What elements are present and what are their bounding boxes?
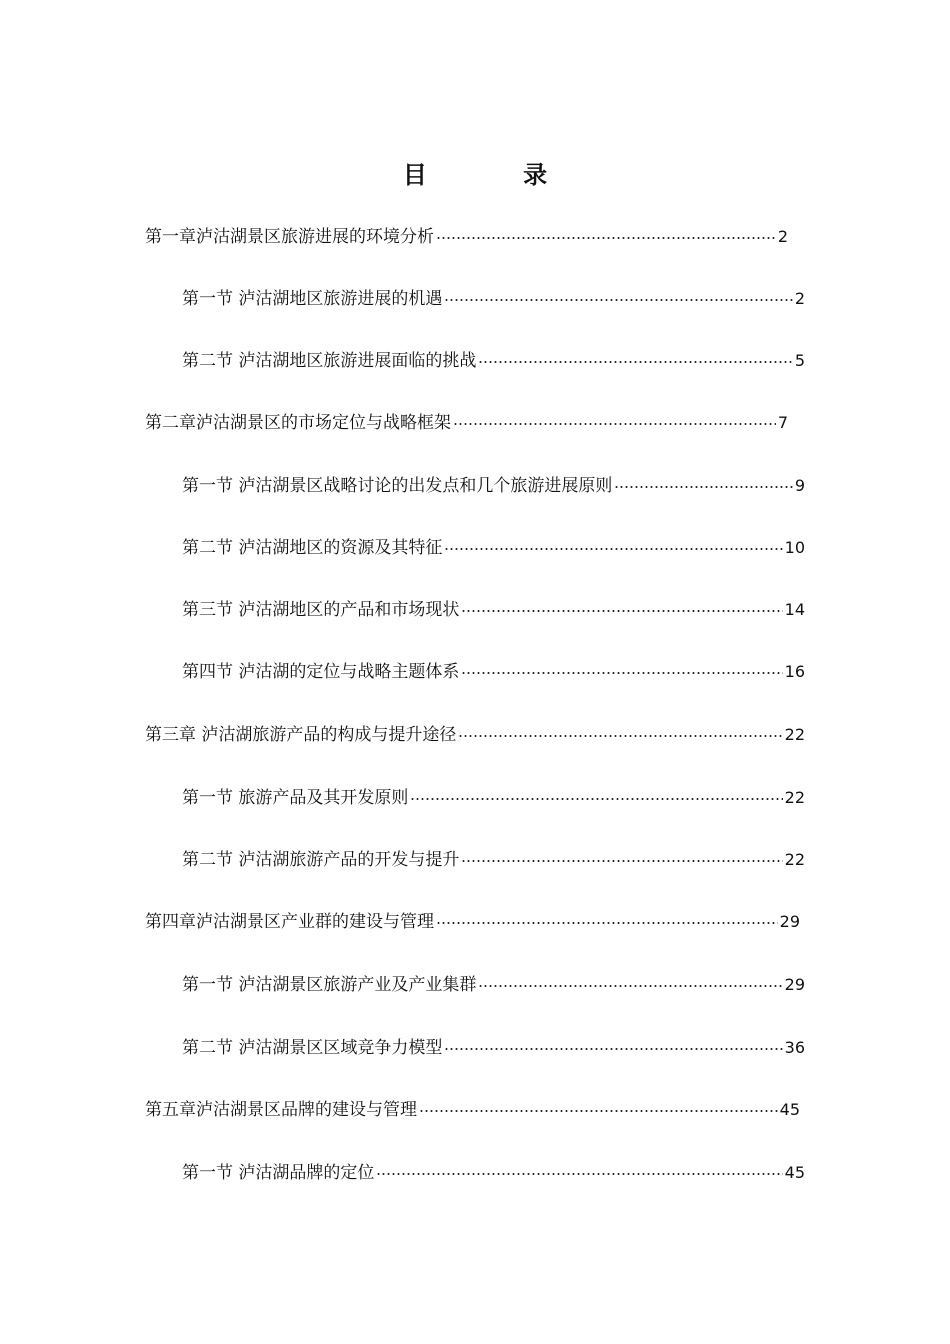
toc-entry-label: 第一节 泸沽湖地区旅游进展的机遇 — [182, 289, 443, 309]
dot-leader — [478, 358, 792, 366]
toc-entry-page: 29 — [784, 975, 805, 994]
dot-leader — [478, 982, 782, 990]
toc-entry-chapter-1[interactable] — [145, 224, 788, 250]
toc-entry-page: 10 — [784, 538, 805, 557]
toc-entry-page: 9 — [794, 476, 805, 495]
toc-entry-label: 第一节 旅游产品及其开发原则 — [182, 788, 409, 808]
dot-leader — [444, 1045, 782, 1053]
toc-entry-page: 45 — [784, 1163, 805, 1182]
toc-entry-label: 第二节 泸沽湖景区区域竞争力模型 — [182, 1038, 443, 1058]
toc-entry-chapter-5[interactable] — [145, 1097, 800, 1123]
dot-leader — [461, 607, 782, 615]
toc-entry-label: 第二节 泸沽湖地区的资源及其特征 — [182, 538, 443, 558]
toc-entry-page: 22 — [784, 788, 805, 807]
toc-entry-label: 第五章泸沽湖景区品牌的建设与管理 — [145, 1100, 417, 1120]
toc-entry-label: 第二节 泸沽湖旅游产品的开发与提升 — [182, 850, 460, 870]
toc-entry-label: 第一节 泸沽湖品牌的定位 — [182, 1163, 375, 1183]
dot-leader — [453, 420, 776, 428]
toc-entry-page: 5 — [794, 351, 805, 370]
toc-entry-page: 2 — [777, 227, 788, 246]
toc-entry-section-2-4[interactable] — [182, 659, 805, 685]
toc-entry-section-2-1[interactable] — [182, 473, 805, 499]
toc-entry-section-1-1[interactable] — [182, 286, 805, 312]
toc-entry-section-2-2[interactable] — [182, 535, 805, 561]
toc-entry-label: 第一节 泸沽湖景区战略讨论的出发点和几个旅游进展原则 — [182, 476, 613, 496]
toc-entry-page: 29 — [779, 912, 800, 931]
toc-entry-label: 第二节 泸沽湖地区旅游进展面临的挑战 — [182, 351, 477, 371]
dot-leader — [461, 857, 782, 865]
dot-leader — [444, 296, 792, 304]
toc-entry-label: 第三节 泸沽湖地区的产品和市场现状 — [182, 600, 460, 620]
toc-entry-page: 22 — [784, 850, 805, 869]
toc-title: 目 录 — [402, 160, 592, 189]
toc-entry-page: 14 — [784, 600, 805, 619]
dot-leader — [614, 483, 792, 491]
toc-entry-chapter-3[interactable] — [145, 722, 805, 748]
toc-entry-section-5-1[interactable] — [182, 1160, 805, 1186]
toc-entry-section-3-1[interactable] — [182, 785, 805, 811]
toc-entry-label: 第一章泸沽湖景区旅游进展的环境分析 — [145, 227, 434, 247]
toc-entry-chapter-4[interactable] — [145, 909, 800, 935]
toc-entry-section-2-3[interactable] — [182, 597, 805, 623]
dot-leader — [436, 919, 778, 927]
toc-entry-page: 22 — [784, 725, 805, 744]
toc-entry-section-4-2[interactable] — [182, 1035, 805, 1061]
toc-entry-label: 第一节 泸沽湖景区旅游产业及产业集群 — [182, 975, 477, 995]
dot-leader — [376, 1170, 782, 1178]
dot-leader — [419, 1107, 778, 1115]
toc-entry-page: 2 — [794, 289, 805, 308]
dot-leader — [458, 732, 782, 740]
toc-entry-chapter-2[interactable] — [145, 410, 788, 436]
toc-entry-label: 第二章泸沽湖景区的市场定位与战略框架 — [145, 413, 451, 433]
dot-leader — [410, 795, 782, 803]
toc-entry-label: 第四章泸沽湖景区产业群的建设与管理 — [145, 912, 434, 932]
dot-leader — [461, 669, 782, 677]
toc-entry-label: 第四节 泸沽湖的定位与战略主题体系 — [182, 662, 460, 682]
dot-leader — [436, 234, 776, 242]
toc-entry-label: 第三章 泸沽湖旅游产品的构成与提升途径 — [145, 725, 457, 745]
toc-entry-page: 36 — [784, 1038, 805, 1057]
dot-leader — [444, 545, 782, 553]
toc-entry-section-4-1[interactable] — [182, 972, 805, 998]
toc-entry-page: 16 — [784, 662, 805, 681]
toc-entry-page: 45 — [779, 1100, 800, 1119]
toc-entry-section-3-2[interactable] — [182, 847, 805, 873]
toc-entry-page: 7 — [777, 413, 788, 432]
toc-entry-section-1-2[interactable] — [182, 348, 805, 374]
